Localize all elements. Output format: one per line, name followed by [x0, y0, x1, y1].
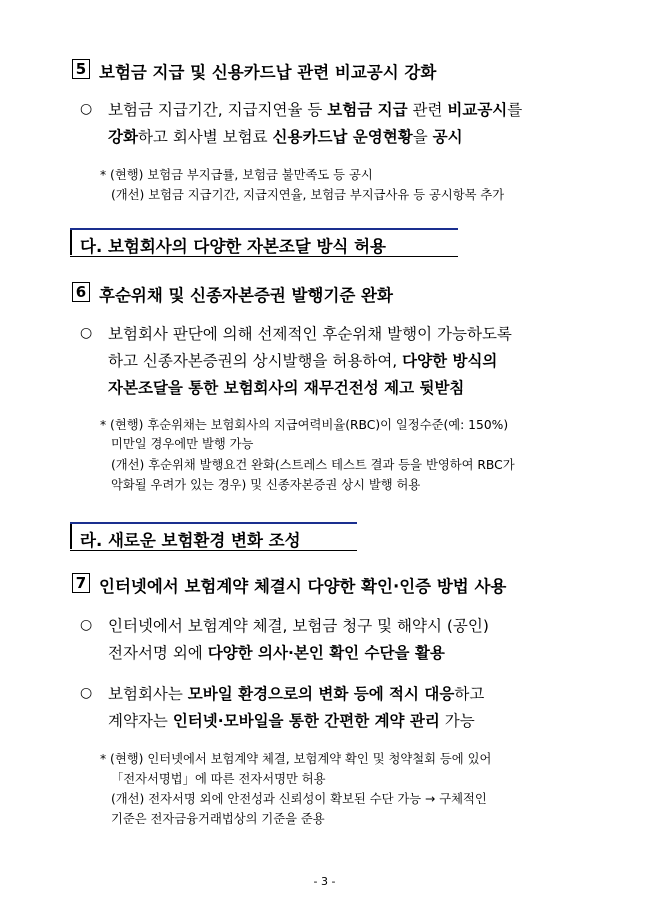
item7-b2-line2: 계약자는 인터넷·모바일을 통한 간편한 계약 관리 가능	[108, 712, 475, 730]
section-c-left-bar	[70, 229, 72, 255]
item-number-5: 5	[72, 59, 90, 79]
bullet-circle: ○	[80, 325, 93, 341]
item6-note2: 미만일 경우에만 발행 가능	[111, 437, 254, 451]
item-title-7: 인터넷에서 보험계약 체결시 다양한 확인·인증 방법 사용	[99, 577, 507, 596]
item5-line2: 강화하고 회사별 보험료 신용카드납 운영현황을 공시	[108, 128, 463, 146]
item7-note1: * (현행) 인터넷에서 보험계약 체결, 보험계약 확인 및 청약철회 등에 있어	[100, 752, 492, 766]
section-c-title: 다. 보험회사의 다양한 자본조달 방식 허용	[80, 237, 386, 256]
section-d-top-rule	[70, 522, 357, 524]
bullet-circle: ○	[80, 685, 93, 701]
section-d-left-bar	[70, 523, 72, 549]
section-d-title: 라. 새로운 보험환경 변화 조성	[80, 531, 301, 550]
section-c-bottom-rule	[70, 256, 458, 257]
item5-line1: 보험금 지급기간, 지급지연율 등 보험금 지급 관련 비교공시를	[108, 101, 523, 119]
item6-note3: (개선) 후순위채 발행요건 완화(스트레스 테스트 결과 등을 반영하여 RBC가	[111, 458, 515, 472]
item6-line2: 하고 신종자본증권의 상시발행을 허용하여, 다양한 방식의	[108, 352, 498, 370]
item7-b1-line2: 전자서명 외에 다양한 의사·본인 확인 수단을 활용	[108, 644, 445, 662]
item-number-6: 6	[72, 282, 90, 302]
item5-note2: (개선) 보험금 지급기간, 지급지연율, 보험금 부지급사유 등 공시항목 추가	[111, 188, 505, 202]
item7-note3: (개선) 전자서명 외에 안전성과 신뢰성이 확보된 수단 가능 → 구체적인	[111, 792, 487, 806]
section-d-bottom-rule	[70, 550, 357, 551]
bullet-circle: ○	[80, 617, 93, 633]
item5-note1: * (현행) 보험금 부지급률, 보험금 불만족도 등 공시	[100, 168, 373, 182]
item7-b2-line1: 보험회사는 모바일 환경으로의 변화 등에 적시 대응하고	[108, 685, 485, 703]
item7-b1-line1: 인터넷에서 보험계약 체결, 보험금 청구 및 해약시 (공인)	[108, 617, 489, 635]
item6-line3: 자본조달을 통한 보험회사의 재무건전성 제고 뒷받침	[108, 379, 465, 397]
item-number-7: 7	[72, 573, 90, 593]
section-c-top-rule	[70, 228, 458, 230]
page-number: - 3 -	[313, 875, 336, 888]
item6-line1: 보험회사 판단에 의해 선제적인 후순위채 발행이 가능하도록	[108, 325, 512, 343]
item-title-6: 후순위채 및 신종자본증권 발행기준 완화	[99, 286, 393, 305]
item7-note4: 기준은 전자금융거래법상의 기준을 준용	[111, 812, 325, 826]
item7-note2: 「전자서명법」에 따른 전자서명만 허용	[111, 772, 326, 786]
bullet-circle: ○	[80, 101, 93, 117]
item-title-5: 보험금 지급 및 신용카드납 관련 비교공시 강화	[99, 63, 437, 82]
item6-note4: 악화될 우려가 있는 경우) 및 신종자본증권 상시 발행 허용	[111, 478, 421, 492]
item6-note1: * (현행) 후순위채는 보험회사의 지급여력비율(RBC)이 일정수준(예: 150%)	[100, 418, 509, 432]
